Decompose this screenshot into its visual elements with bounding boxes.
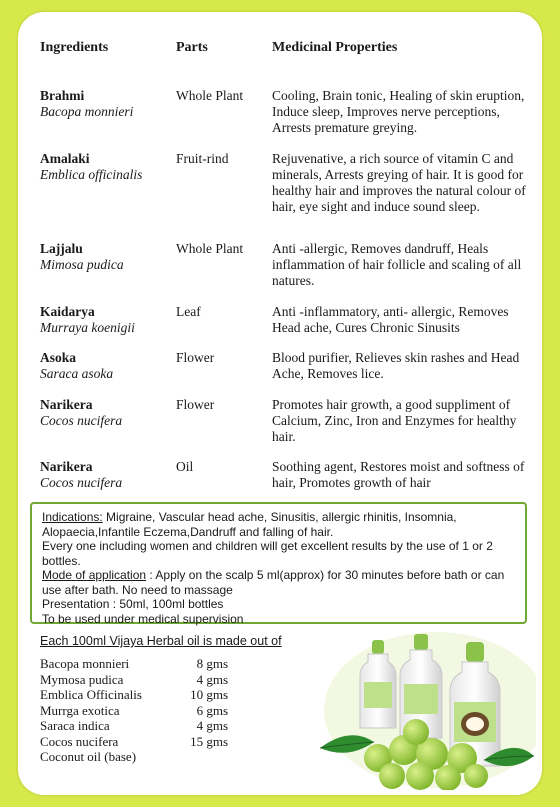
list-item xyxy=(40,703,228,719)
ingredient-scientific: Saraca asoka xyxy=(40,366,114,381)
composition-name: Mymosa pudica xyxy=(40,671,124,687)
composition-name: Coconut oil (base) xyxy=(40,749,137,764)
list-item xyxy=(40,687,228,703)
ingredient-properties: Rejuvenative, a rich source of vitamin C and minerals, Arrests greying of hair. It is good for healthy hair and improves the natural colour of hair, eye sight and induce sound sleep. xyxy=(272,151,526,214)
ingredient-properties: Soothing agent, Restores moist and softness of hair, Promotes growth of hair xyxy=(272,459,525,490)
ingredient-properties: Cooling, Brain tonic, Healing of skin eruption, Induce sleep, Improves nerve perceptions, Arrests premature greying. xyxy=(272,88,525,135)
brochure-page xyxy=(18,12,542,795)
header-properties: Medicinal Properties xyxy=(272,40,398,55)
composition-qty: 4 gms xyxy=(196,718,228,733)
ingredient-scientific: Cocos nucifera xyxy=(40,413,123,428)
indications-text: Migraine, Vascular head ache, Sinusitis, allergic rhinitis, Insomnia, Alopaecia,Infantile Eczema,Dandruff and falling of hair. xyxy=(42,510,457,539)
list-item xyxy=(40,718,228,734)
ingredient-name: Brahmi xyxy=(40,88,85,103)
supervision-note: To be used under medical supervision xyxy=(42,611,244,626)
mode-text: : Apply on the scalp 5 ml(approx) for 30 minutes before bath or can use after bath. No need to massage xyxy=(42,568,505,597)
ingredient-name: Asoka xyxy=(40,350,77,365)
mode-label: Mode of application xyxy=(42,568,147,582)
list-item xyxy=(40,672,228,688)
ingredient-part: Flower xyxy=(176,350,215,365)
list-item xyxy=(40,656,228,672)
composition-name: Bacopa monnieri xyxy=(40,656,130,671)
list-item xyxy=(40,749,228,765)
ingredient-part: Flower xyxy=(176,397,215,412)
everyone-note: Every one including women and children will get excellent results by the use of 1 or 2 bottles. xyxy=(42,539,493,568)
composition-qty xyxy=(178,749,228,765)
ingredient-properties: Promotes hair growth, a good suppliment of Calcium, Zinc, Iron and Enzymes for healthy hair. xyxy=(272,397,517,444)
ingredient-scientific: Cocos nucifera xyxy=(40,475,123,490)
indications-box xyxy=(30,502,527,624)
ingredient-part: Leaf xyxy=(176,304,201,319)
composition-qty: 4 gms xyxy=(196,671,228,687)
ingredient-scientific: Murraya koenigii xyxy=(40,320,135,335)
composition-name: Emblica Officinalis xyxy=(40,687,142,702)
ingredient-properties: Blood purifier, Relieves skin rashes and Head Ache, Removes lice. xyxy=(272,350,520,381)
header-parts: Parts xyxy=(176,40,208,55)
composition-qty: 6 gms xyxy=(196,702,228,718)
ingredient-scientific: Mimosa pudica xyxy=(40,257,124,272)
ingredient-scientific: Bacopa monnieri xyxy=(40,104,134,119)
list-item xyxy=(40,734,228,750)
composition-title: Each 100ml Vijaya Herbal oil is made out of xyxy=(40,634,282,648)
indications-label: Indications: xyxy=(42,510,103,524)
ingredient-name: Lajjalu xyxy=(40,241,83,256)
ingredient-part: Fruit-rind xyxy=(176,151,229,166)
composition-qty: 10 gms xyxy=(190,687,228,702)
ingredient-name: Amalaki xyxy=(40,151,90,166)
ingredient-name: Kaidarya xyxy=(40,304,95,319)
composition-list xyxy=(40,656,228,765)
presentation-note: Presentation : 50ml, 100ml bottles xyxy=(42,597,224,611)
product-illustration xyxy=(316,630,536,790)
ingredient-name: Narikera xyxy=(40,397,93,412)
ingredient-part: Whole Plant xyxy=(176,88,244,103)
composition-qty: 15 gms xyxy=(190,733,228,749)
composition-qty: 8 gms xyxy=(196,656,228,671)
ingredient-properties: Anti -inflammatory, anti- allergic, Removes Head ache, Cures Chronic Sinusits xyxy=(272,304,509,335)
composition-name: Cocos nucifera xyxy=(40,733,119,749)
ingredient-part: Oil xyxy=(176,459,194,474)
composition-name: Saraca indica xyxy=(40,718,110,733)
ingredient-scientific: Emblica officinalis xyxy=(40,167,143,182)
ingredient-properties: Anti -allergic, Removes dandruff, Heals inflammation of hair follicle and scaling of all natures. xyxy=(272,241,522,288)
ingredient-part: Whole Plant xyxy=(176,241,244,256)
header-ingredients: Ingredients xyxy=(40,40,109,55)
ingredient-name: Narikera xyxy=(40,459,93,474)
composition-name: Murrga exotica xyxy=(40,702,120,718)
